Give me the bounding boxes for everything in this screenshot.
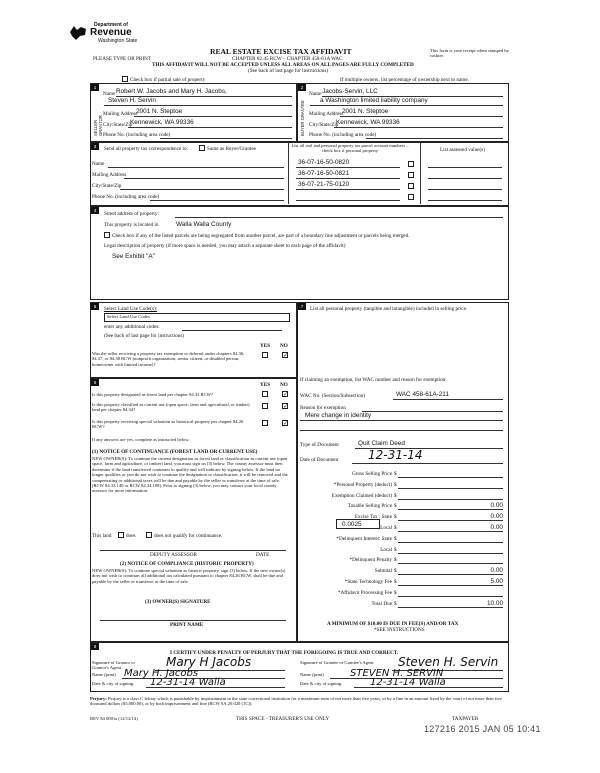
fee-line-dollar: $ [394,514,397,520]
buyer-name2[interactable]: a Washington limited liability company [320,97,428,104]
taxpayer-label: TAXPAYER [452,716,479,722]
fee-line-dollar: $ [394,557,397,563]
legal-description-value[interactable]: See Exhibit "A" [112,253,155,260]
fee-line-label: Subtotal [374,568,392,574]
fee-line-label: *Delinquent Interest: State [336,536,392,542]
historic-yes-checkbox[interactable] [262,420,268,426]
treasurer-stamp: 127216 2015 JAN 05 10:41 [424,724,541,734]
corr-name-label: Name [92,161,105,167]
treasurer-note: THIS SPACE - TREASURER'S USE ONLY [236,716,330,722]
fee-line-label: Gross Selling Price [351,471,392,477]
doc-date-label: Date of Document [300,457,339,463]
fee-line-dollar: $ [394,590,397,596]
seller-mailing[interactable]: 2001 N. Steptoe [136,108,183,115]
land-use-see-back: (See back of last page for instructions) [104,333,185,339]
fee-line-label: Exemption Claimed (deduct) [331,493,392,499]
this-land-label: This land [92,533,112,539]
fee-line-value[interactable]: 5.00 [490,578,503,585]
see-instructions: *SEE INSTRUCTIONS [374,627,425,633]
grantor-name[interactable]: Mary H. Jacobs [124,668,199,679]
grantee-signature-label: Signature of Grantee or Grantee's Agent [300,660,374,665]
segregated-label: Check box if any of the listed parcels are being segregated from another parcel, are part of a boundary line adjustment or parcels being merged. [112,233,410,239]
land-use-dropdown-text: Select Land Use Codes [107,314,150,319]
seller-phone-label: Phone No. (including area code) [103,132,171,138]
buyer-side-label: BUYER GRANTEE [300,100,305,136]
section-7-badge: 7 [298,303,306,310]
corr-phone-label: Phone No. (including area code) [92,194,160,200]
fee-line-dollar: $ [394,503,397,509]
fee-line-dollar: $ [394,536,397,542]
forest-no-checkbox[interactable]: ✓ [283,391,289,398]
partial-sale-checkbox[interactable] [122,76,128,82]
parcel-3[interactable]: 36-07-21-75-0120 [298,181,350,188]
parcel-header: List all real and personal property tax parcel account numbers – check box if personal property [291,143,409,154]
local-rate-value[interactable]: 0.0025 [342,521,362,528]
grantee-signature[interactable]: Steven H. Servin [398,655,499,669]
seller-city[interactable]: Kennewick, WA 99336 [130,119,194,126]
forest-question: Is this property designated as forest land per chapter 84.33 RCW? [92,392,214,397]
grantee-date-label: Date & city of signing: [300,681,343,686]
grantor-signature[interactable]: Mary H Jacobs [166,655,252,669]
fee-line-label: Local [380,525,392,531]
fee-line-label: *State Technology Fee [344,579,392,585]
dept-line2: Revenue [90,27,132,38]
fee-line-value[interactable]: 10.00 [487,600,503,607]
fee-line-value[interactable]: 0.00 [490,513,503,520]
seller-name1[interactable]: Robert W. Jacobs and Mary H. Jacobs, [116,88,227,95]
does-label: does [126,533,136,539]
s6-yes: YES [260,382,271,388]
print-name-label: PRINT NAME [170,622,204,628]
fee-line-label: Taxable Selling Price [347,503,392,509]
corr-mailing-label: Mailing Address [92,172,127,178]
additional-codes-label: enter any additional codes: [104,324,160,330]
wac-value[interactable]: WAC 458-61A-211 [396,391,449,398]
s5-yes: YES [260,343,271,349]
fee-line-dollar: $ [394,493,397,499]
fee-line-label: *Delinquent Penalty [349,557,392,563]
doc-type-value[interactable]: Quit Claim Deed [358,440,405,447]
current-use-no-checkbox[interactable]: ✓ [283,403,289,410]
parcel-4-checkbox[interactable] [408,194,414,200]
street-address-label: Street address of property: [104,211,159,217]
multiple-owners-note: If multiple owners, list percentage of ownership next to name. [340,77,469,83]
perjury-text: Perjury is a class C felony which is punishable by imprisonment in the state correctional institution for a maximum term of not more than five years, or by a fine in an amount fixed by the court of not more than five thousand dollars ($5,000.00), or by both imprisonment and fine (RCW 9A.20.020 (1C)). [90,696,502,707]
fee-line-label: Total Due [371,601,392,607]
same-as-buyer-checkbox[interactable] [199,145,205,151]
corr-city-label: City/State/Zip [92,183,122,189]
notice2-title: (2) NOTICE OF COMPLIANCE (HISTORIC PROPERTY) [120,561,254,567]
deputy-date-label: DATE [256,552,270,558]
section-1-badge: 1 [91,84,99,91]
buyer-city-label: City/State/Zip [309,122,339,128]
assessed-header: List assessed value(s) [440,147,485,153]
buyer-name1[interactable]: Jacobs-Servin, LLC [322,88,378,95]
reason-value[interactable]: Mere change in identity [305,412,372,419]
exemption-question: Was the seller receiving a property tax exemption or deferral under chapters 84.36, 84.37, or 84.38 RCW (nonprofit organization, senior citizen, or disabled person, homeowner with limited income)? [92,351,245,367]
rev-number: REV 84 0001a (12/12/14) [90,716,138,721]
minimum-note: A MINIMUM OF $10.00 IS DUE IN FEE(S) AND/OR TAX [327,621,459,627]
fee-line-dollar: $ [394,525,397,531]
if-yes-note: If any answers are yes, complete as instructed below. [92,437,190,442]
fee-line-value[interactable]: 0.00 [490,567,503,574]
deputy-assessor-label: DEPUTY ASSESSOR [150,552,197,558]
section-5-badge: 5 [91,303,99,310]
section-6-badge: 6 [91,379,99,386]
wac-label: WAC No. (Section/Subsection) [300,393,365,399]
perjury-note [90,696,507,707]
parcel-2[interactable]: 36-07-16-50-0821 [298,170,350,177]
parcel-2-checkbox[interactable] [408,172,414,178]
fee-line-dollar: $ [394,547,397,553]
historic-no-checkbox[interactable]: ✓ [283,420,289,427]
land-use-label: Select Land Use Code(s): [104,306,158,312]
form-title: REAL ESTATE EXCISE TAX AFFIDAVIT [210,47,352,56]
send-correspondence-label: Send all property tax correspondence to: [104,146,188,152]
fee-line-dollar: $ [394,579,397,585]
current-use-question: Is this property classified as current use (open space, farm and agricultural, or timber) land per chapter 84.34? [92,402,250,413]
section-3-badge: 3 [91,143,99,150]
buyer-phone-label: Phone No. (including area code) [309,132,377,138]
see-back: (See back of last page for instructions) [248,68,329,74]
seller-city-label: City/State/Zip [103,122,133,128]
grantee-date[interactable]: 12-31-14 Walla [370,677,446,688]
parcel-3-checkbox[interactable] [408,183,414,189]
legal-description-label: Legal description of property (if more space is needed, you may attach a separate sheet to each page of the affidavit) [104,243,346,249]
does-not-checkbox[interactable] [146,532,152,538]
dept-line1: Department of [94,22,128,28]
located-label: This property is located in [104,222,159,228]
seller-mailing-label: Mailing Address [103,111,138,117]
s5-no: NO [280,343,288,349]
grantor-signature-label: Signature of Grantor or Grantor's Agent [92,660,135,671]
located-value[interactable]: Walla Walla County [176,221,232,228]
land-use-dropdown[interactable] [104,313,290,322]
fee-line-label: *Personal Property (deduct) [333,482,392,488]
historic-question: Is this property receiving special valuation as historical property per chapter 84.26 RCW? [92,419,244,430]
section-7 [297,302,509,642]
fee-line-label: Local [380,547,392,553]
section-8-badge: 8 [91,643,99,650]
reason-label: Reason for exemption [300,405,346,411]
buyer-name-label: Name [309,91,322,97]
seller-name-label: Name [103,91,116,97]
notice2-text: NEW OWNER(S): To continue special valuation as historic property, sign (3) below. If the new owner(s) does not wish to continue, all additional tax calculated pursuant to chapter 84.26 RCW, shall be due and payable by the seller or transferor at the time of sale. [92,568,286,584]
fee-line-dollar: $ [394,471,397,477]
washington-map-icon [68,24,88,42]
fee-line-dollar: $ [394,568,397,574]
notice1-title: (1) NOTICE OF CONTINUANCE (FOREST LAND OR CURRENT USE) [92,449,258,455]
doc-type-label: Type of Document [300,442,339,448]
dept-line3: Washington State [98,38,138,44]
grantee-name[interactable]: STEVEN H. SERVIN [350,668,444,679]
certify-text: I CERTIFY UNDER PENALTY OF PERJURY THAT THE FOREGOING IS TRUE AND CORRECT. [170,650,399,656]
does-not-label: does not qualify for continuance. [154,533,223,539]
revenue-logo [68,22,158,48]
seller-name2[interactable]: Steven H. Servin [108,97,156,104]
segregated-checkbox[interactable] [104,232,110,238]
fee-line-dollar: $ [394,482,397,488]
please-type: PLEASE TYPE OR PRINT [93,56,151,62]
buyer-mailing-label: Mailing Address [309,111,344,117]
buyer-mailing[interactable]: 2001 N. Steptoe [342,108,389,115]
form-subtitle: CHAPTER 82.45 RCW – CHAPTER 458-61A WAC [232,56,343,62]
parcel-1[interactable]: 36-07-16-50-0820 [298,159,350,166]
grantor-date-label: Date & city of signing: [92,681,135,686]
doc-date-value[interactable]: 12-31-14 [368,448,423,462]
seller-side-label: SELLER GRANTOR [93,115,103,136]
forest-yes-checkbox[interactable] [262,391,268,397]
buyer-city[interactable]: Kennewick, WA 99336 [336,119,400,126]
section-2-badge: 2 [298,84,306,91]
s6-no: NO [280,382,288,388]
section-4-badge: 4 [91,207,99,214]
perjury-label: Perjury: [90,696,107,701]
exemption-claim-label: If claiming an exemption, list WAC number and reason for exemption: [300,377,447,383]
local-rate-box [336,519,380,529]
notice1-text: NEW OWNER(S): To continue the current designation as forest land or classification as current use (open space, farm and agriculture, or timber) land, you must sign on (3) below. The county assessor must then determine if the land transferred continues to qualify and will indicate by signing below. If the land no longer qualifies or you do not wish to continue the designation or classification, it will be removed and the compensating or additional taxes will be due and payable by the seller or transferor at the time of sale. (RCW 84.33.140 or RCW 84.34.108). Prior to signing (3) below, you may contact your local county assessor for more information. [92,456,288,494]
current-use-yes-checkbox[interactable] [262,403,268,409]
same-as-buyer-label: Same as Buyer/Grantee [207,146,256,152]
fee-line-value[interactable]: 0.00 [490,502,503,509]
grantor-name-label: Name (print) [92,672,116,677]
fee-line-dollar: $ [394,601,397,607]
grantee-name-label: Name (print) [300,672,324,677]
partial-sale-label: Check box if partial sale of property [130,77,206,83]
grantor-date[interactable]: 12-31-14 Walla [150,677,226,688]
receipt-note: This form is your receipt when stamped by cashier. [430,48,509,59]
personal-property-label: List all personal property (tangible and intangible) included in selling price. [310,306,468,312]
s5-yes-checkbox[interactable] [262,352,268,358]
s5-no-checkbox[interactable]: ✓ [283,352,289,359]
fee-line-value[interactable]: 0.00 [490,524,503,531]
does-checkbox[interactable] [118,532,124,538]
fee-line-label: Excise Tax : State [354,514,392,520]
parcel-1-checkbox[interactable] [408,161,414,167]
owners-signature-label: (3) OWNER(S) SIGNATURE [145,599,211,605]
form-warning: THIS AFFIDAVIT WILL NOT BE ACCEPTED UNLESS ALL AREAS ON ALL PAGES ARE FULLY COMPLETED [152,62,414,68]
fee-line-label: *Affidavit Processing Fee [337,590,392,596]
